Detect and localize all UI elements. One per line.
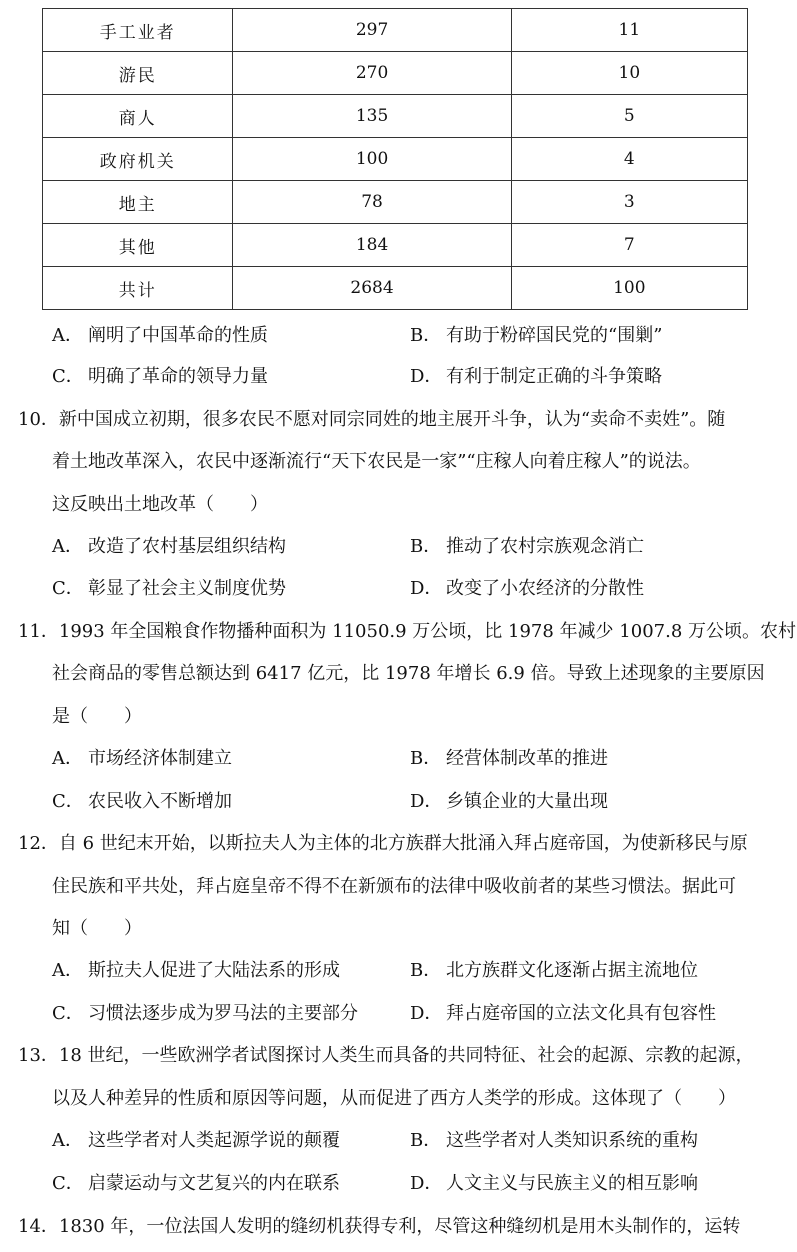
table-cell: 地主 (43, 181, 233, 224)
table-cell: 游民 (43, 52, 233, 95)
q13-option-d: D． 人文主义与民族主义的相互影响 (410, 1173, 698, 1194)
q12-stem-line2: 住民族和平共处，拜占庭皇帝不得不在新颁布的法律中吸收前者的某些习惯法。据此可 (52, 876, 736, 897)
q10-stem-line1: 10．新中国成立初期，很多农民不愿对同宗同姓的地主展开斗争，认为“卖命不卖姓”。随 (18, 409, 726, 430)
table-cell: 4 (511, 138, 747, 181)
table-cell: 10 (511, 52, 747, 95)
table-row (43, 52, 748, 95)
table-cell: 11 (511, 9, 747, 52)
q11-stem-line2: 社会商品的零售总额达到 6417 亿元，比 1978 年增长 6.9 倍。导致上述现象的主要原因 (52, 663, 765, 684)
table-cell: 78 (233, 181, 511, 224)
table-row (43, 224, 748, 267)
q11-stem-line1: 11．1993 年全国粮食作物播种面积为 11050.9 万公顷，比 1978 年减少 1007.8 万公顷。农村 (18, 621, 796, 642)
table-cell: 手工业者 (43, 9, 233, 52)
q10-option-d: D． 改变了小农经济的分散性 (410, 578, 644, 599)
q14-stem-line1: 14．1830 年，一位法国人发明的缝纫机获得专利，尽管这种缝纫机是用木头制作的，运转 (18, 1216, 741, 1237)
q10-option-b: B． 推动了农村宗族观念消亡 (410, 536, 644, 557)
q13-option-b: B． 这些学者对人类知识系统的重构 (410, 1130, 698, 1151)
q12-stem-line3: 知（ ） (52, 918, 142, 939)
table-row (43, 267, 748, 310)
q13-option-a: A． 这些学者对人类起源学说的颠覆 (52, 1130, 340, 1151)
occupation-table (42, 8, 748, 310)
q11-option-a: A． 市场经济体制建立 (52, 748, 232, 769)
table-cell: 100 (511, 267, 747, 310)
table-cell: 2684 (233, 267, 511, 310)
table-row (43, 181, 748, 224)
q9-option-b: B． 有助于粉碎国民党的“围剿” (410, 325, 663, 346)
table-cell: 7 (511, 224, 747, 267)
table-cell: 5 (511, 95, 747, 138)
table-cell: 135 (233, 95, 511, 138)
table-row (43, 138, 748, 181)
table-row (43, 9, 748, 52)
table-cell: 3 (511, 181, 747, 224)
q10-option-c: C． 彰显了社会主义制度优势 (52, 578, 286, 599)
q12-stem-line1: 12．自 6 世纪末开始，以斯拉夫人为主体的北方族群大批涌入拜占庭帝国，为使新移民与原 (18, 833, 748, 854)
q10-stem-line2: 着土地改革深入，农民中逐渐流行“天下农民是一家”“庄稼人向着庄稼人”的说法。 (52, 451, 701, 472)
q12-option-d: D． 拜占庭帝国的立法文化具有包容性 (410, 1003, 716, 1024)
q9-option-d: D． 有利于制定正确的斗争策略 (410, 366, 662, 387)
q9-option-a: A． 阐明了中国革命的性质 (52, 325, 268, 346)
table-cell: 270 (233, 52, 511, 95)
q13-option-c: C． 启蒙运动与文艺复兴的内在联系 (52, 1173, 340, 1194)
q10-stem-line3: 这反映出土地改革（ ） (52, 494, 268, 515)
q11-option-d: D． 乡镇企业的大量出现 (410, 791, 608, 812)
q9-option-c: C． 明确了革命的领导力量 (52, 366, 268, 387)
table-cell: 商人 (43, 95, 233, 138)
table-row (43, 95, 748, 138)
q13-stem-line2: 以及人种差异的性质和原因等问题，从而促进了西方人类学的形成。这体现了（ ） (52, 1088, 736, 1109)
table-cell: 184 (233, 224, 511, 267)
table-cell: 100 (233, 138, 511, 181)
q11-option-b: B． 经营体制改革的推进 (410, 748, 608, 769)
q11-stem-line3: 是（ ） (52, 706, 142, 727)
table-cell: 297 (233, 9, 511, 52)
q11-option-c: C． 农民收入不断增加 (52, 791, 232, 812)
q12-option-c: C． 习惯法逐步成为罗马法的主要部分 (52, 1003, 358, 1024)
q12-option-a: A． 斯拉夫人促进了大陆法系的形成 (52, 960, 340, 981)
table-cell: 共计 (43, 267, 233, 310)
table-cell: 其他 (43, 224, 233, 267)
table-cell: 政府机关 (43, 138, 233, 181)
q10-option-a: A． 改造了农村基层组织结构 (52, 536, 286, 557)
q12-option-b: B． 北方族群文化逐渐占据主流地位 (410, 960, 698, 981)
q13-stem-line1: 13．18 世纪，一些欧洲学者试图探讨人类生而具备的共同特征、社会的起源、宗教的起源， (18, 1045, 754, 1066)
